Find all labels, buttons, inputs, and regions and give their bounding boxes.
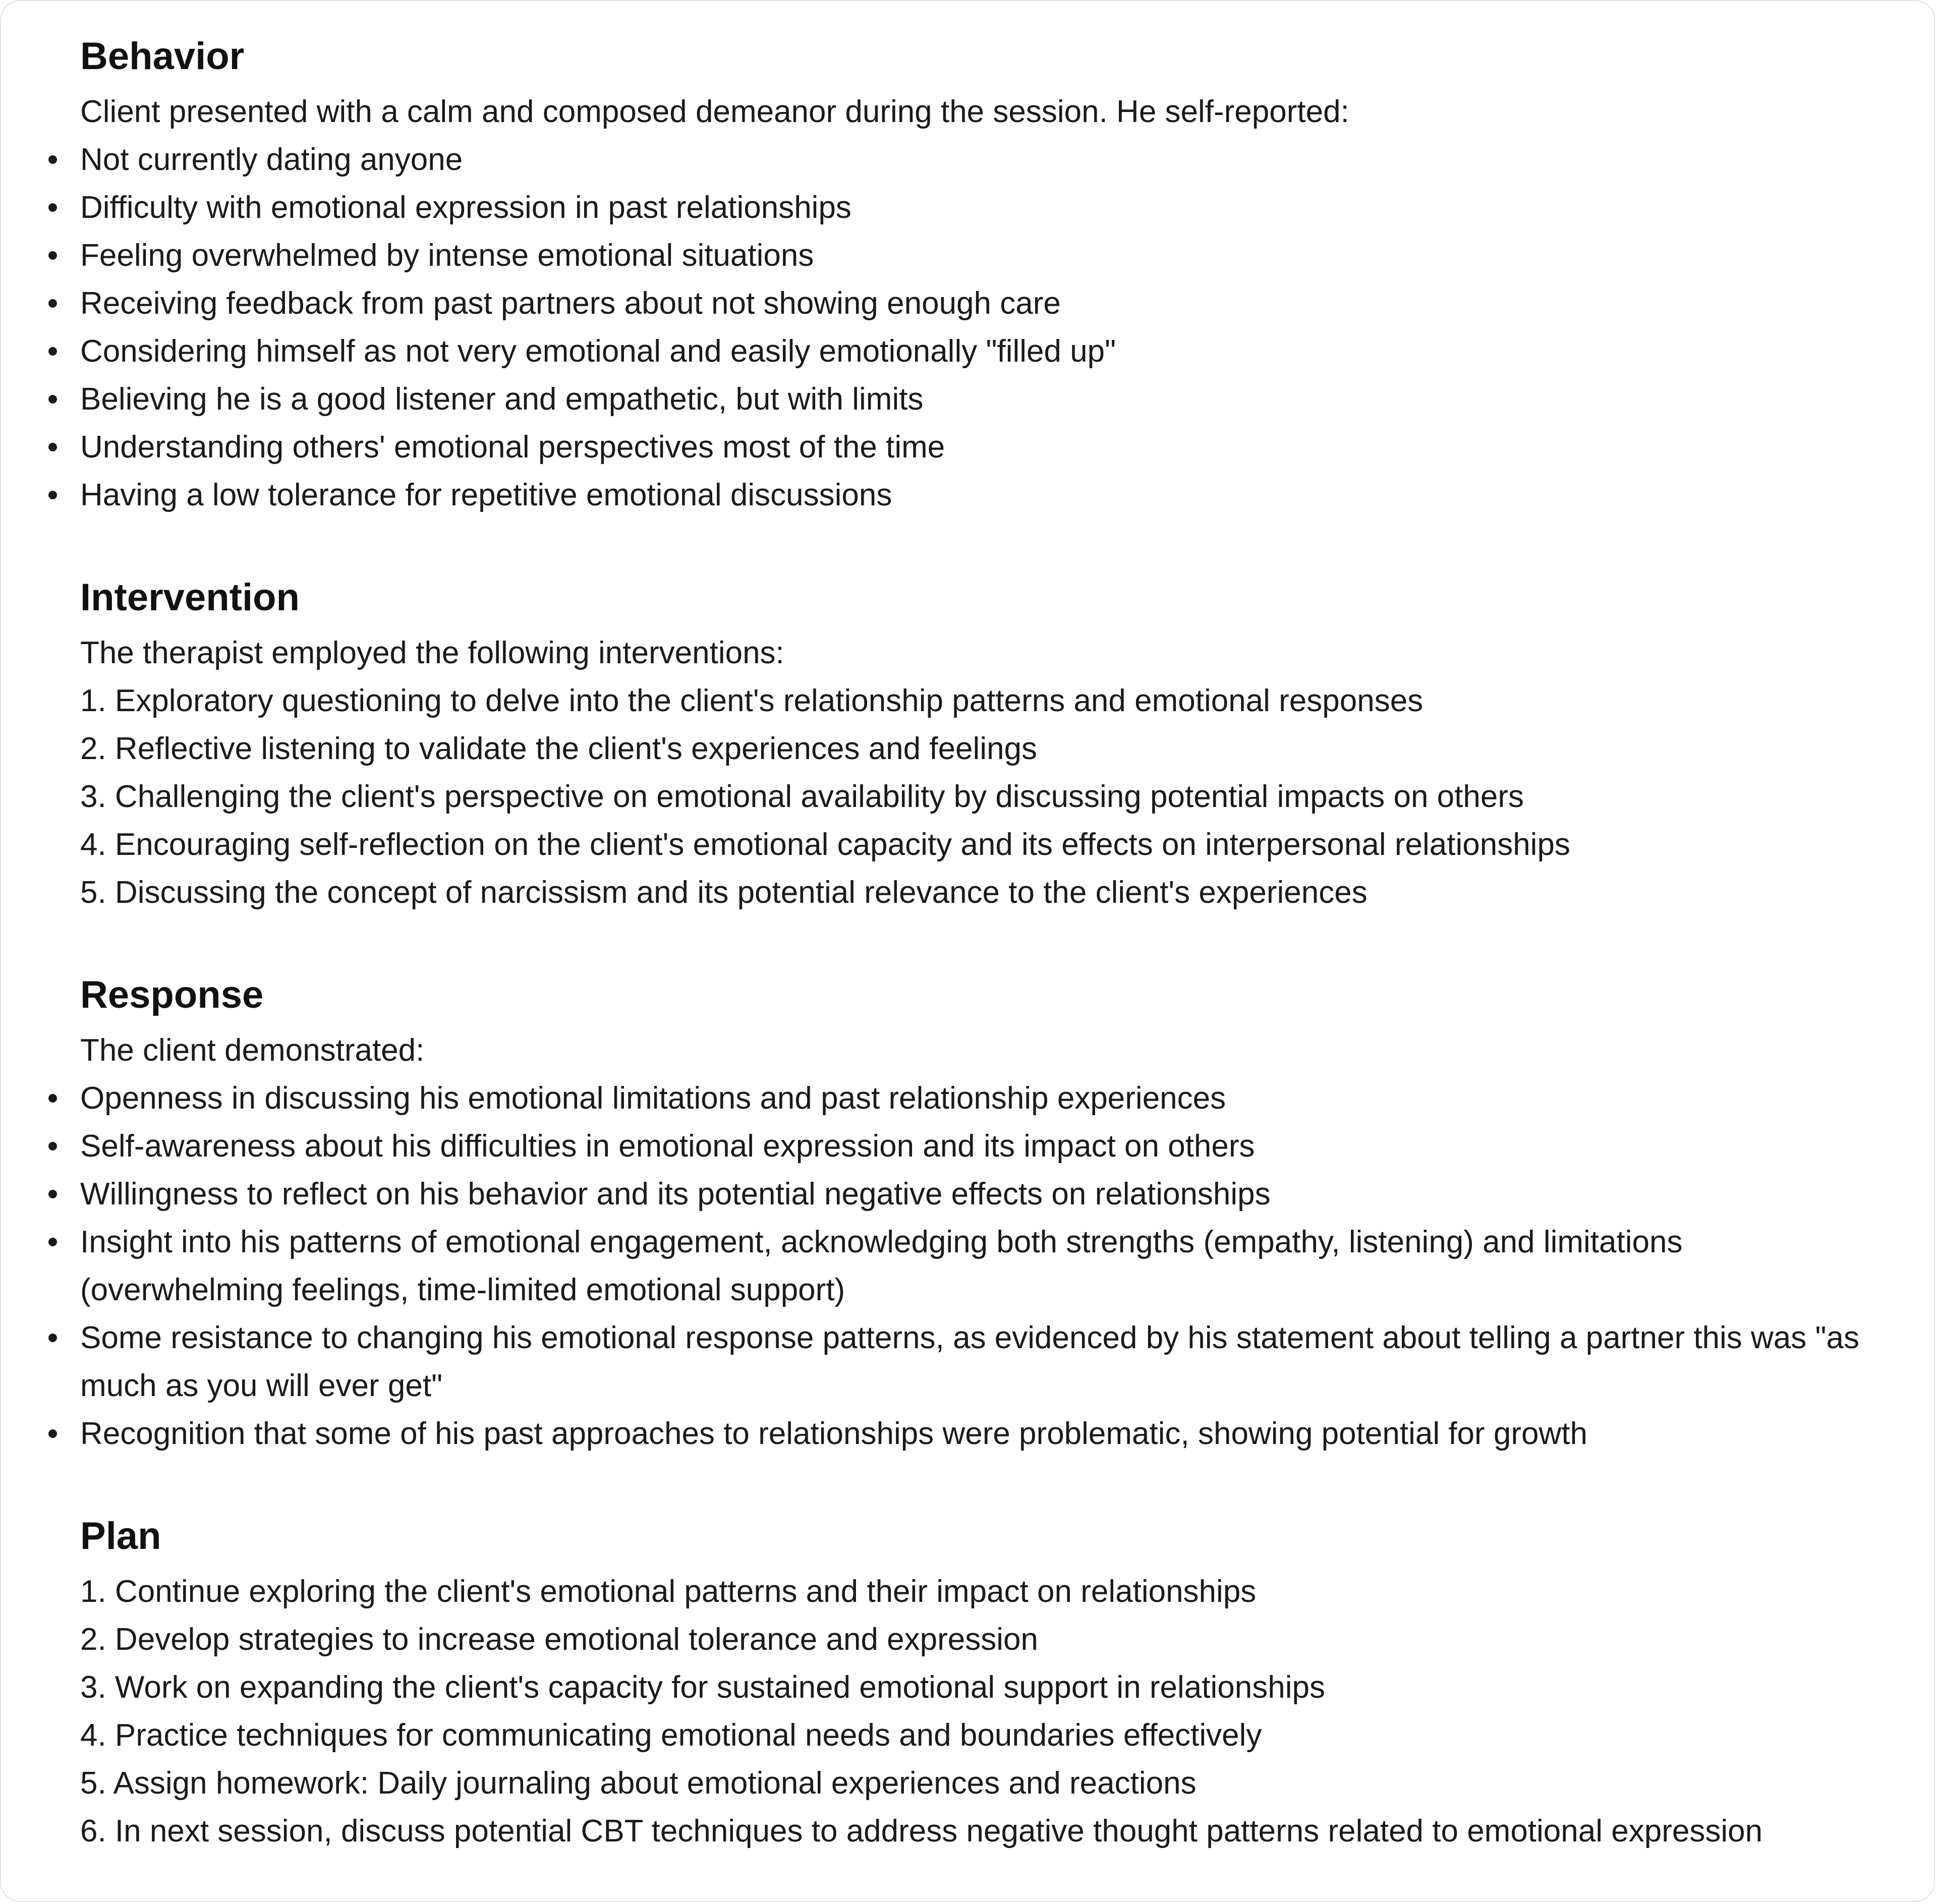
intervention-item: 2. Reflective listening to validate the client's experiences and feelings [80, 731, 1038, 766]
response-item: Insight into his patterns of emotional engagement, acknowledging both strengths (empathy, listening) and limitations (overwhelming feelings, time-limited emotional support) [80, 1218, 1876, 1314]
behavior-item: Believing he is a good listener and empathetic, but with limits [80, 375, 1876, 423]
plan-item: 3. Work on expanding the client's capacity for sustained emotional support in relationships [80, 1670, 1325, 1705]
note-content [80, 25, 1876, 1902]
intervention-item: 5. Discussing the concept of narcissism and its potential relevance to the client's experiences [80, 875, 1368, 910]
intervention-item: 3. Challenging the client's perspective on emotional availability by discussing potential impacts on others [80, 779, 1524, 814]
intervention-section [80, 566, 1876, 916]
behavior-item: Feeling overwhelmed by intense emotional situations [80, 232, 1876, 279]
behavior-item: Difficulty with emotional expression in past relationships [80, 184, 1876, 232]
intervention-item: 4. Encouraging self-reflection on the client's emotional capacity and its effects on interpersonal relationships [80, 827, 1570, 862]
response-heading: Response [80, 973, 264, 1016]
plan-item: 6. In next session, discuss potential CBT techniques to address negative thought patterns related to emotional expression [80, 1814, 1763, 1849]
response-intro: The client demonstrated: [80, 1033, 425, 1068]
behavior-intro: Client presented with a calm and composed demeanor during the session. He self-reported: [80, 94, 1349, 129]
plan-item: 2. Develop strategies to increase emotional tolerance and expression [80, 1622, 1038, 1657]
response-list [80, 1074, 1876, 1458]
plan-item: 4. Practice techniques for communicating emotional needs and boundaries effectively [80, 1718, 1262, 1753]
response-item: Willingness to reflect on his behavior and its potential negative effects on relationships [80, 1170, 1876, 1218]
plan-section [80, 1505, 1876, 1855]
intervention-list [80, 677, 1876, 916]
behavior-item: Having a low tolerance for repetitive emotional discussions [80, 471, 1876, 519]
response-item: Recognition that some of his past approaches to relationships were problematic, showing potential for growth [80, 1410, 1876, 1458]
intervention-item: 1. Exploratory questioning to delve into the client's relationship patterns and emotional responses [80, 683, 1423, 718]
intervention-intro: The therapist employed the following interventions: [80, 636, 784, 670]
behavior-heading: Behavior [80, 35, 245, 78]
plan-list [80, 1568, 1876, 1855]
plan-item: 1. Continue exploring the client's emotional patterns and their impact on relationships [80, 1574, 1257, 1609]
behavior-item: Considering himself as not very emotional and easily emotionally "filled up" [80, 327, 1876, 375]
behavior-item: Receiving feedback from past partners about not showing enough care [80, 279, 1876, 327]
response-item: Some resistance to changing his emotional response patterns, as evidenced by his statement about telling a partner this was "as much as you will ever get" [80, 1314, 1876, 1410]
plan-item: 5. Assign homework: Daily journaling about emotional experiences and reactions [80, 1766, 1197, 1801]
behavior-item: Not currently dating anyone [80, 136, 1876, 184]
behavior-section [80, 25, 1876, 519]
intervention-heading: Intervention [80, 576, 300, 619]
response-item: Openness in discussing his emotional limitations and past relationship experiences [80, 1074, 1876, 1122]
response-section [80, 964, 1876, 1458]
plan-heading: Plan [80, 1515, 161, 1557]
behavior-item: Understanding others' emotional perspectives most of the time [80, 423, 1876, 471]
response-item: Self-awareness about his difficulties in emotional expression and its impact on others [80, 1122, 1876, 1170]
behavior-list [80, 136, 1876, 519]
